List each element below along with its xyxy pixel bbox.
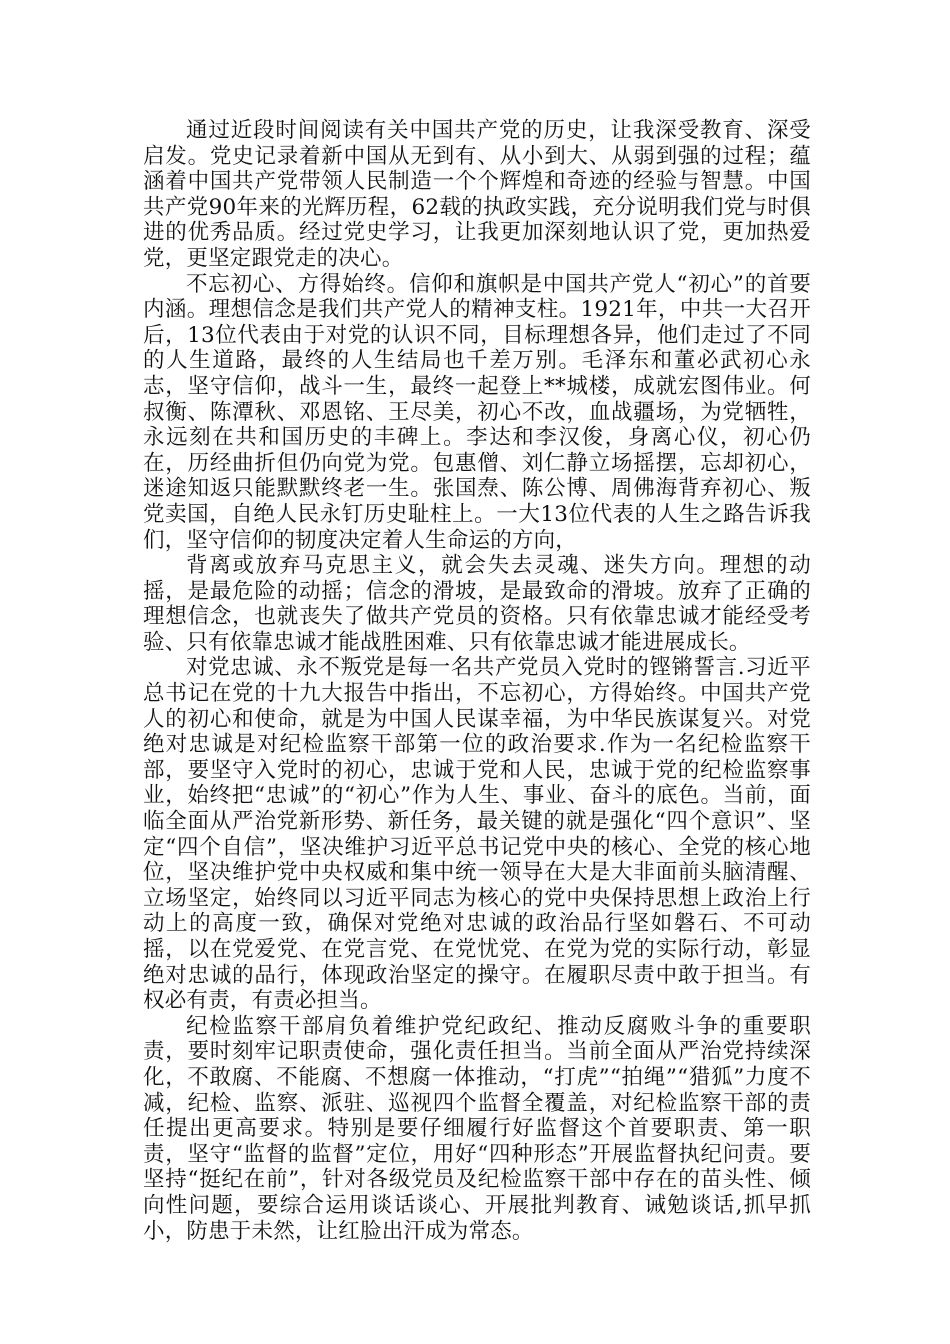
paragraph-2: 不忘初心、方得始终。信仰和旗帜是中国共产党人“初心”的首要内涵。理想信念是我们共产党人的精神支柱。1921年，中共一大召开后，13位代表由于对党的认识不同，目标理想各异，他们走过了不同的人生道路，最终的人生结局也千差万别。毛泽东和董必武初心永志，坚守信仰，战斗一生，最终一起登上**城楼，成就宏图伟业。何叔衡、陈潭秋、邓恩铭、王尽美，初心不改，血战疆场，为党牺牲，永远刻在共和国历史的丰碑上。李达和李汉俊，身离心仪，初心仍在，历经曲折但仍向党为党。包惠僧、刘仁静立场摇摆，忘却初心，迷途知返只能默默终老一生。张国焘、陈公博、周佛海背弃初心、叛党卖国，自绝人民永钉历史耻柱上。一大13位代表的人生之路告诉我们，坚守信仰的韧度决定着人生命运的方向， bbox=[143, 271, 811, 553]
document-body bbox=[143, 118, 811, 1244]
paragraph-1: 通过近段时间阅读有关中国共产党的历史，让我深受教育、深受启发。党史记录着新中国从无到有、从小到大、从弱到强的过程；蕴涵着中国共产党带领人民制造一个个辉煌和奇迹的经验与智慧。中国共产党90年来的光辉历程，62载的执政实践，充分说明我们党与时俱进的优秀品质。经过党史学习，让我更加深刻地认识了党，更加热爱党，更坚定跟党走的决心。 bbox=[143, 118, 811, 271]
paragraph-4: 对党忠诚、永不叛党是每一名共产党员入党时的铿锵誓言.习近平总书记在党的十九大报告中指出，不忘初心，方得始终。中国共产党人的初心和使命，就是为中国人民谋幸福，为中华民族谋复兴。对党绝对忠诚是对纪检监察干部第一位的政治要求.作为一名纪检监察干部，要坚守入党时的初心，忠诚于党和人民，忠诚于党的纪检监察事业，始终把“忠诚”的“初心”作为人生、事业、奋斗的底色。当前，面临全面从严治党新形势、新任务，最关键的就是强化“四个意识”、坚定“四个自信”，坚决维护习近平总书记党中央的核心、全党的核心地位，坚决维护党中央权威和集中统一领导在大是大非面前头脑清醒、立场坚定，始终同以习近平同志为核心的党中央保持思想上政治上行动上的高度一致，确保对党绝对忠诚的政治品行坚如磐石、不可动摇，以在党爱党、在党言党、在党忧党、在党为党的实际行动，彰显绝对忠诚的品行，体现政治坚定的操守。在履职尽责中敢于担当。有权必有责，有责必担当。 bbox=[143, 655, 811, 1014]
paragraph-3: 背离或放弃马克思主义，就会失去灵魂、迷失方向。理想的动摇，是最危险的动摇；信念的滑坡，是最致命的滑坡。放弃了正确的理想信念，也就丧失了做共产党员的资格。只有依靠忠诚才能经受考验、只有依靠忠诚才能战胜困难、只有依靠忠诚才能进展成长。 bbox=[143, 553, 811, 655]
paragraph-5: 纪检监察干部肩负着维护党纪政纪、推动反腐败斗争的重要职责，要时刻牢记职责使命，强化责任担当。当前全面从严治党持续深化，不敢腐、不能腐、不想腐一体推动，“打虎”“拍绳”“猎狐”力度不减，纪检、监察、派驻、巡视四个监督全覆盖，对纪检监察干部的责任提出更高要求。特别是要仔细履行好监督这个首要职责、第一职责，坚守“监督的监督”定位，用好“四种形态”开展监督执纪问责。要坚持“挺纪在前”，针对各级党员及纪检监察干部中存在的苗头性、倾向性问题，要综合运用谈话谈心、开展批判教育、诫勉谈话,抓早抓小，防患于未然，让红脸出汗成为常态。 bbox=[143, 1013, 811, 1244]
